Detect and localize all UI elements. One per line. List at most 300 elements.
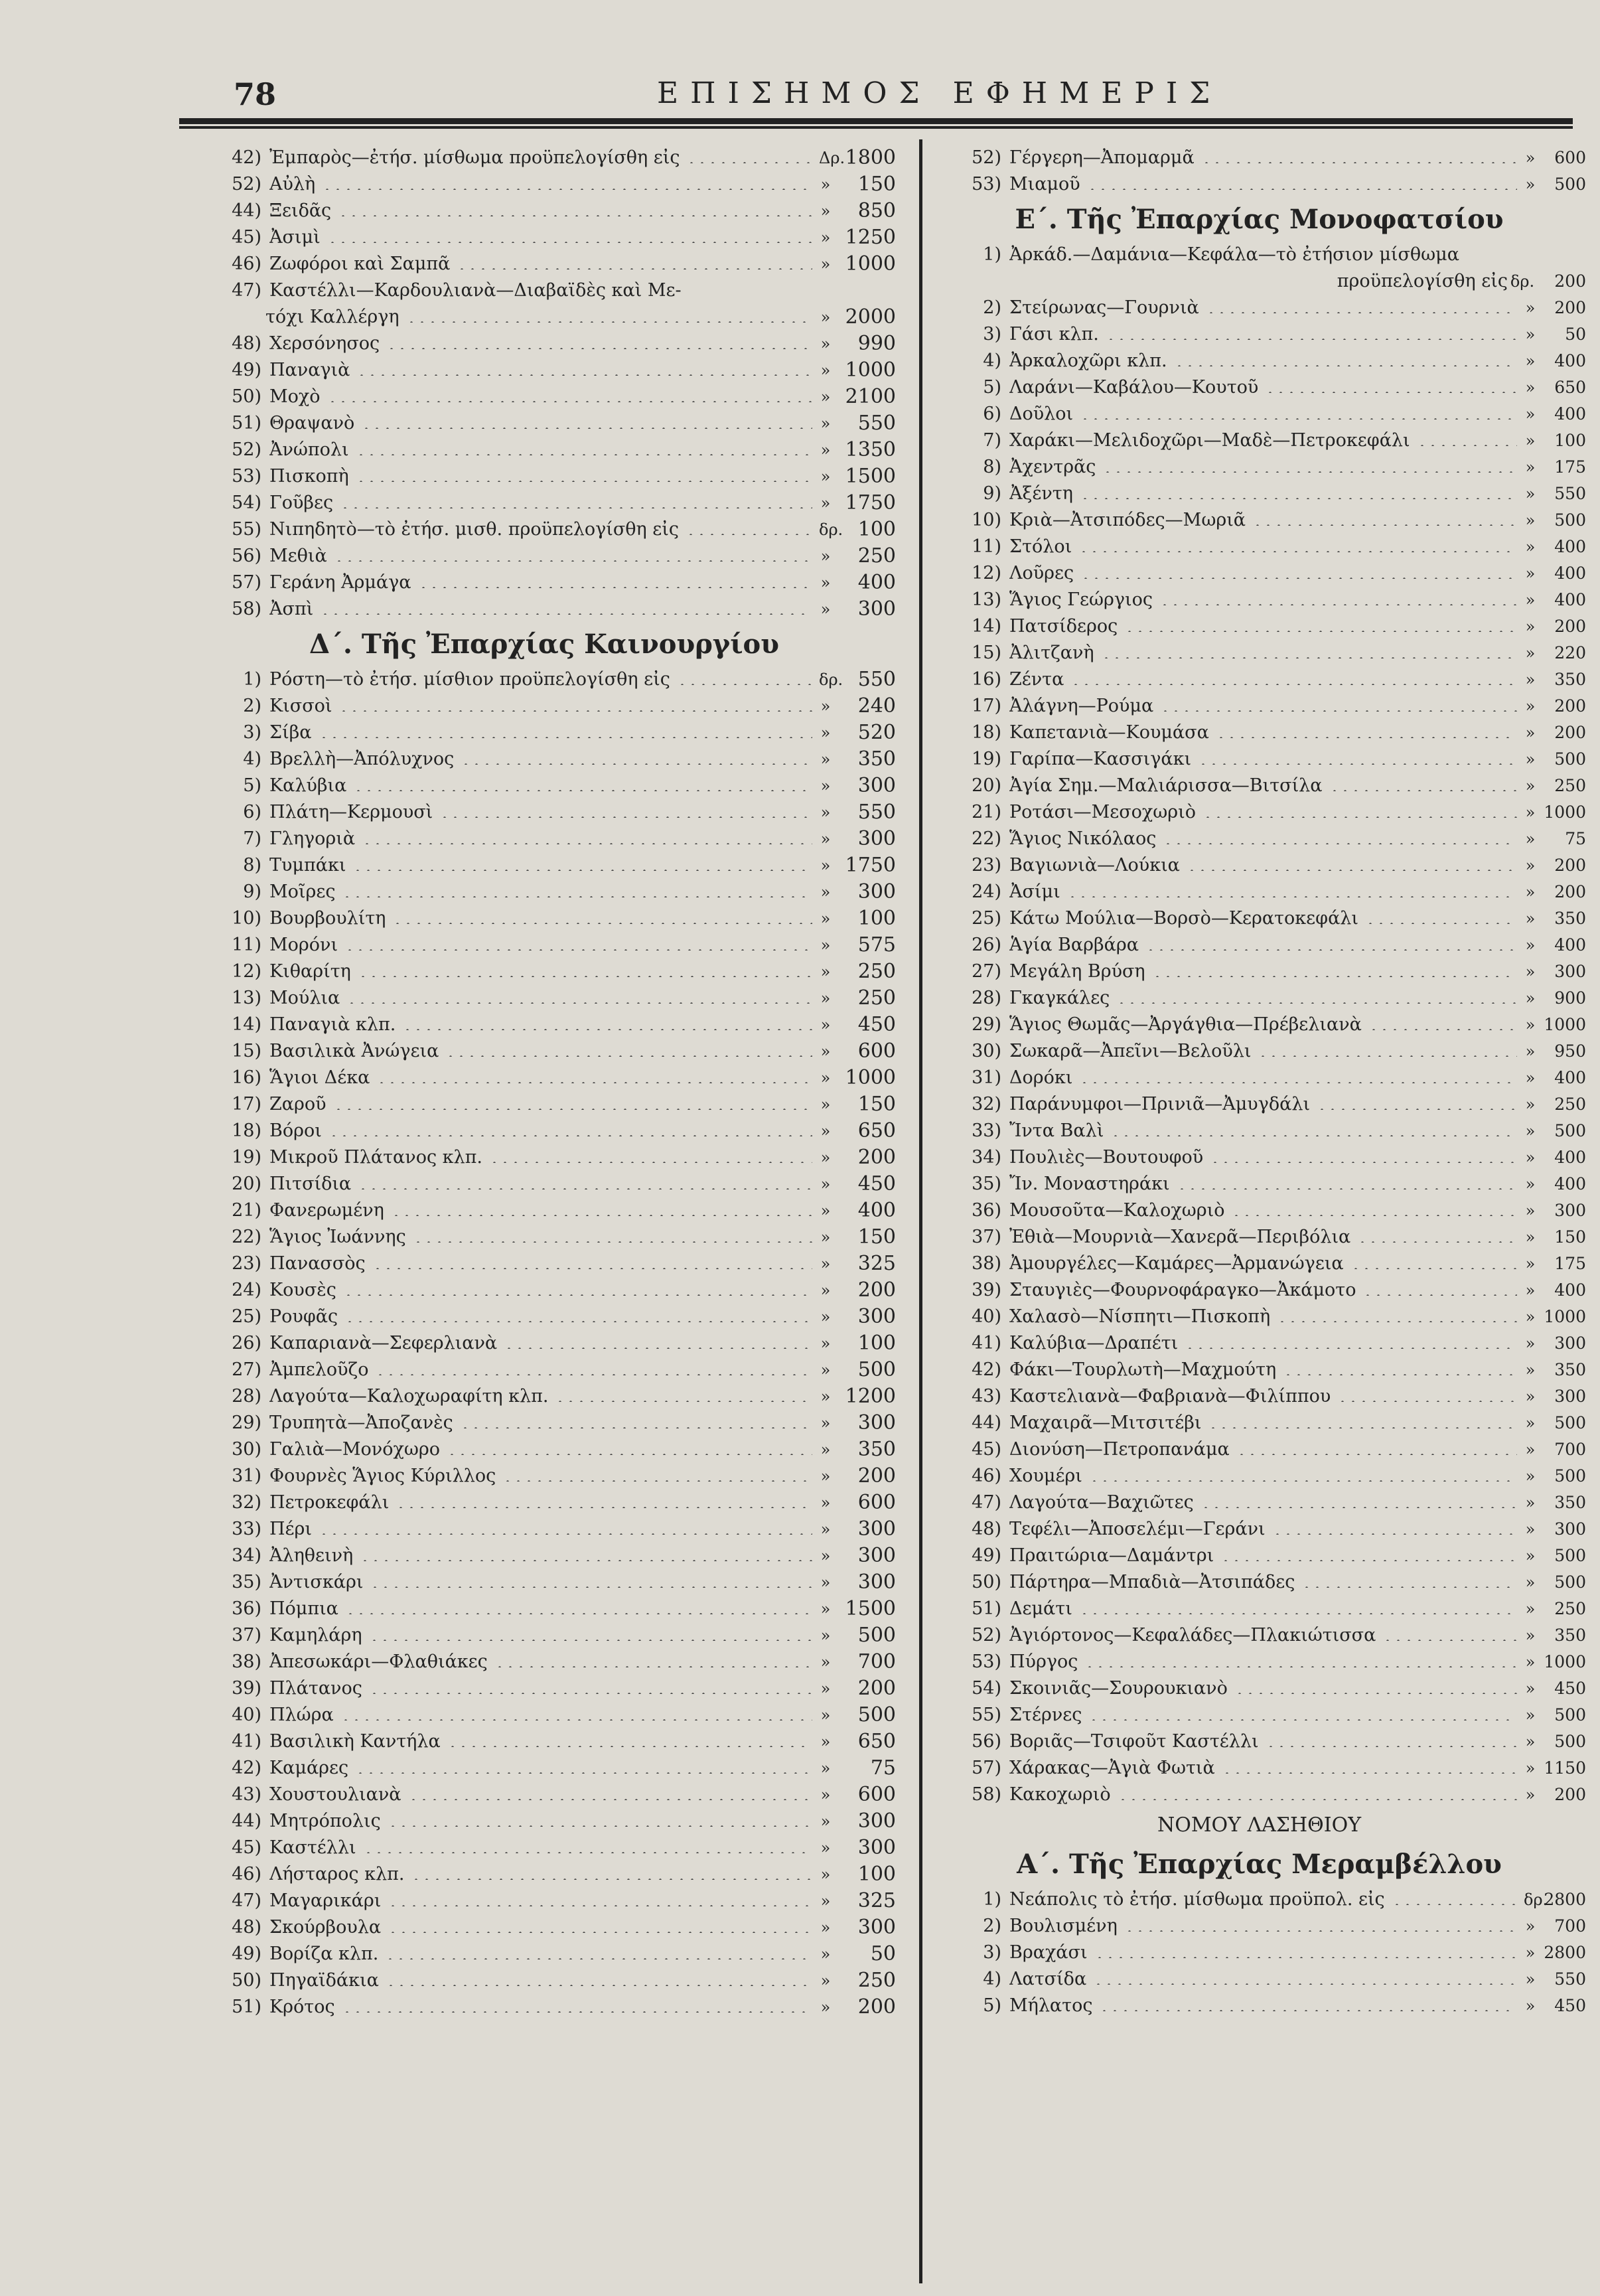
list-item (192, 1649, 896, 1675)
list-item (932, 481, 1586, 507)
leader-dots (1088, 1719, 1517, 1721)
list-item (192, 1436, 896, 1463)
list-item (192, 1516, 896, 1543)
leader-dots (388, 1932, 812, 1933)
item-currency: » (820, 202, 831, 220)
item-name: Πηγαϊδάκια (269, 1970, 379, 1991)
item-currency: » (1525, 1308, 1536, 1326)
leader-dots (1177, 1188, 1517, 1189)
item-name: Μαγαρικάρι (269, 1890, 382, 1911)
leader-dots (1185, 1347, 1517, 1349)
leader-dots (1317, 1109, 1517, 1110)
leader-dots (1087, 189, 1517, 190)
item-currency: » (820, 335, 831, 353)
leader-dots (369, 1640, 812, 1641)
item-currency: » (820, 414, 831, 433)
leader-dots (340, 1719, 812, 1721)
item-price: 150 (857, 1225, 896, 1249)
item-currency: » (1525, 883, 1536, 901)
item-currency: » (1525, 175, 1536, 194)
section-heading: Α΄. Τῆς Ἐπαρχίας Μεραμβέλλου (1017, 1849, 1502, 1880)
leader-dots (555, 1401, 812, 1402)
item-name: Νιπηδητὸ—τὸ ἐτήσ. μισθ. προϋπελογίσθη εἰς (269, 519, 679, 540)
item-currency: » (820, 803, 831, 822)
item-currency: » (820, 1839, 831, 1857)
list-item (192, 463, 896, 490)
item-name: Σταυγιὲς—Φουρνοφάραγκο—Ἀκάμοτο (1009, 1280, 1356, 1300)
leader-dots (386, 1985, 812, 1986)
leader-dots (1252, 524, 1517, 526)
item-price: 350 (1554, 1626, 1586, 1645)
item-currency: » (1525, 1970, 1536, 1989)
item-currency: » (820, 1201, 831, 1220)
item-currency: » (820, 830, 831, 848)
list-item (192, 1118, 896, 1144)
leader-dots (1116, 1002, 1517, 1004)
item-name: Καπετανιὰ—Κουμάσα (1009, 722, 1209, 743)
leader-dots (457, 268, 812, 269)
leader-dots (333, 1109, 812, 1110)
list-item (192, 1383, 896, 1410)
list-item (932, 852, 1586, 879)
item-price: 2800 (1544, 1943, 1586, 1962)
item-currency: » (820, 1228, 831, 1247)
item-price: 450 (857, 1013, 896, 1036)
item-price: 550 (1554, 1969, 1586, 1989)
item-currency: » (1525, 1175, 1536, 1193)
item-number: 48) (232, 1917, 261, 1938)
item-price: 520 (857, 721, 896, 744)
leader-dots (372, 1268, 812, 1269)
list-item (192, 1012, 896, 1038)
leader-dots (322, 189, 812, 190)
list-item (932, 1251, 1586, 1277)
list-item (192, 1622, 896, 1649)
item-number: 24) (972, 881, 1001, 902)
list-item (192, 1197, 896, 1224)
item-price: 400 (1554, 935, 1586, 955)
prefecture-heading: ΝΟΜΟΥ ΛΑΣΗΘΙΟΥ (1157, 1813, 1362, 1837)
item-name: Ἀλάγνη—Ρούμα (1009, 696, 1154, 716)
item-currency: » (820, 697, 831, 716)
leader-dots (460, 1427, 812, 1428)
item-price: 500 (1554, 1546, 1586, 1565)
item-name: Γληγοριὰ (269, 828, 356, 849)
leader-dots (338, 710, 812, 712)
item-price: 500 (1554, 1413, 1586, 1432)
list-item (932, 932, 1586, 958)
item-name: Ἀληθεινὴ (269, 1545, 354, 1566)
item-price: 325 (857, 1252, 896, 1275)
list-item (192, 879, 896, 905)
leader-dots (327, 401, 812, 402)
list-item (932, 1065, 1586, 1091)
item-name: Καμηλάρη (269, 1625, 362, 1645)
item-price: 600 (857, 1039, 896, 1063)
item-number: 25) (972, 908, 1001, 929)
item-name: Λατσίδα (1009, 1969, 1087, 1989)
item-price: 200 (1554, 1785, 1586, 1804)
item-currency: » (1525, 485, 1536, 503)
item-price: 2100 (845, 385, 896, 408)
item-name: Ἅγιοι Δέκα (269, 1067, 370, 1088)
item-name: Διονύση—Πετροπανάμα (1009, 1439, 1230, 1460)
leader-dots (391, 1215, 812, 1216)
item-price: 500 (1554, 1572, 1586, 1592)
item-currency: » (820, 1812, 831, 1831)
item-price: 350 (1554, 1493, 1586, 1512)
item-name: Ἀντισκάρι (269, 1572, 364, 1592)
list-item (192, 1251, 896, 1277)
leader-dots (402, 1029, 812, 1030)
item-name: Γαλιὰ—Μονόχωρο (269, 1439, 440, 1460)
item-number: 50) (972, 1572, 1001, 1592)
item-currency: » (1525, 1440, 1536, 1459)
item-currency: » (820, 1387, 831, 1406)
leader-dots (1337, 1401, 1517, 1402)
leader-dots (1152, 976, 1517, 977)
item-number: 30) (232, 1439, 261, 1460)
item-name: Σίβα (269, 722, 312, 743)
item-name: Ρουφᾶς (269, 1306, 338, 1327)
header-rule (179, 118, 1573, 129)
list-item (932, 1383, 1586, 1410)
item-currency: » (1525, 1467, 1536, 1486)
leader-dots (386, 348, 812, 349)
list-item (932, 1091, 1586, 1118)
item-price: 850 (857, 199, 896, 222)
list-item (932, 374, 1586, 401)
list-item (932, 1330, 1586, 1357)
item-name: Βοριᾶς—Τσιφοῦτ Καστέλλι (1009, 1731, 1259, 1752)
item-name: Πετροκεφάλι (269, 1492, 390, 1513)
item-currency: » (1525, 458, 1536, 477)
item-price: 250 (1554, 1095, 1586, 1114)
list-item (192, 666, 896, 693)
leader-dots (343, 1294, 812, 1296)
list-item (192, 1330, 896, 1357)
item-currency: » (820, 1069, 831, 1087)
item-number: 4) (983, 350, 1001, 371)
list-item (192, 1490, 896, 1516)
item-price: 400 (1554, 1174, 1586, 1193)
item-price: 500 (1554, 1732, 1586, 1751)
leader-dots (344, 1321, 812, 1322)
list-item (192, 1357, 896, 1383)
item-price: 325 (857, 1889, 896, 1912)
item-currency: » (1525, 1255, 1536, 1273)
item-price: 400 (1554, 564, 1586, 583)
item-currency: » (1525, 1493, 1536, 1512)
leader-dots (1417, 445, 1517, 446)
item-name: Καπαριανὰ—Σεφερλιανὰ (269, 1333, 498, 1353)
list-item (932, 1436, 1586, 1463)
item-number: 7) (243, 828, 261, 849)
item-number: 17) (232, 1094, 261, 1114)
item-name: Κακοχωριὸ (1009, 1784, 1111, 1805)
item-name: Ἐμπαρὸς—ἐτήσ. μίσθωμα προϋπελογίσθη εἰς (269, 147, 680, 168)
list-item (932, 1144, 1586, 1171)
leader-dots (1210, 1162, 1517, 1163)
item-currency: » (820, 547, 831, 566)
item-currency: » (820, 1175, 831, 1193)
item-currency: » (1525, 1414, 1536, 1432)
list-item (932, 1649, 1586, 1675)
list-item (932, 905, 1586, 932)
list-item (932, 1913, 1586, 1940)
item-name: Χαράκι—Μελιδοχῶρι—Μαδὲ—Πετροκεφάλι (1009, 430, 1410, 451)
list-item (192, 1596, 896, 1622)
item-number: 54) (972, 1678, 1001, 1699)
item-price: 1150 (1544, 1758, 1586, 1778)
list-item (192, 1543, 896, 1569)
item-currency: » (820, 1414, 831, 1432)
item-name: Σωκαρᾶ—Ἀπεῖνι—Βελοῦλι (1009, 1041, 1252, 1061)
item-number: 47) (232, 1890, 261, 1911)
item-name: Μούλια (269, 988, 340, 1008)
leader-dots (445, 1055, 812, 1057)
item-name: Λοῦρες (1009, 563, 1074, 583)
item-number: 8) (983, 457, 1001, 477)
leader-dots (418, 587, 812, 588)
item-currency: » (820, 1547, 831, 1565)
list-item (932, 348, 1586, 374)
item-price: 450 (1554, 1679, 1586, 1698)
item-currency: » (820, 1255, 831, 1273)
leader-dots (1070, 684, 1517, 685)
list-item (192, 985, 896, 1012)
item-currency: » (1525, 1917, 1536, 1936)
list-item (192, 1277, 896, 1304)
item-number: 32) (232, 1492, 261, 1513)
item-number: 46) (232, 254, 261, 274)
item-name: Ἴν. Μοναστηράκι (1009, 1174, 1170, 1194)
item-name: Ἀρκάδ.—Δαμάνια—Κεφάλα—τὸ ἐτήσιον μίσθωμα (1009, 244, 1459, 265)
list-item-continuation (932, 268, 1586, 295)
item-number: 5) (983, 1995, 1001, 2016)
list-item (192, 357, 896, 384)
page-title: ΕΠΙΣΗΜΟΣ ΕΦΗΜΕΡΙΣ (657, 76, 1222, 110)
item-currency: » (820, 1042, 831, 1061)
leader-dots (355, 1772, 812, 1774)
item-currency: » (1525, 378, 1536, 397)
item-name: Παναγιὰ (269, 360, 350, 380)
item-name: Μαχαιρᾶ—Μιτσιτέβι (1009, 1413, 1202, 1433)
leader-dots (1283, 1374, 1517, 1375)
leader-dots (1080, 577, 1517, 579)
item-number: 29) (972, 1014, 1001, 1035)
leader-dots (1174, 365, 1517, 366)
leader-dots (447, 1746, 812, 1747)
item-number: 49) (972, 1545, 1001, 1566)
item-price: 400 (1554, 1280, 1586, 1300)
leader-dots (686, 534, 812, 535)
leader-dots (494, 1666, 812, 1667)
item-price: 500 (1554, 749, 1586, 769)
item-price: 1500 (845, 1597, 896, 1620)
leader-dots (1258, 1055, 1517, 1057)
item-number: 20) (232, 1174, 261, 1194)
list-item (932, 1886, 1586, 1913)
item-name: Πανασσὸς (269, 1253, 366, 1274)
list-item (932, 1038, 1586, 1065)
item-number: 10) (232, 908, 261, 929)
item-price: 550 (857, 412, 896, 435)
leader-dots (385, 1958, 812, 1959)
item-number: 33) (232, 1519, 261, 1539)
item-number: 31) (232, 1466, 261, 1486)
list-item (192, 570, 896, 596)
item-price: 300 (857, 1570, 896, 1594)
leader-dots (1222, 1772, 1517, 1774)
list-item (192, 1304, 896, 1330)
item-name: Ζέντα (1009, 669, 1064, 690)
list-item (932, 1993, 1586, 2019)
item-number: 31) (972, 1067, 1001, 1088)
page-number: 78 (234, 76, 277, 112)
item-number: 32) (972, 1094, 1001, 1114)
list-item (932, 1224, 1586, 1251)
item-number: 43) (972, 1386, 1001, 1407)
item-price: 550 (1554, 484, 1586, 503)
list-item (192, 1755, 896, 1782)
item-price: 400 (1554, 404, 1586, 423)
item-price: 200 (1554, 696, 1586, 716)
item-name: τόχι Καλλέργη (265, 307, 400, 327)
item-number: 6) (983, 404, 1001, 424)
list-item (192, 1171, 896, 1197)
leader-dots (1277, 1321, 1517, 1322)
item-name: Ἅγιος Νικόλαος (1009, 828, 1157, 849)
item-number: 57) (972, 1758, 1001, 1778)
item-name: Γάσι κλπ. (1009, 324, 1099, 344)
item-currency: » (1525, 1095, 1536, 1114)
list-item (932, 773, 1586, 799)
item-number: 13) (972, 589, 1001, 610)
item-name: Ἀμουργέλες—Καμάρες—Ἀρμανώγεια (1009, 1253, 1344, 1274)
list-item (932, 1012, 1586, 1038)
leader-dots (1110, 1135, 1517, 1136)
item-number: 11) (232, 935, 261, 955)
item-currency: » (1525, 299, 1536, 317)
list-item (192, 1065, 896, 1091)
item-currency: » (820, 1653, 831, 1671)
leader-dots (375, 1374, 812, 1375)
item-number: 1) (983, 1889, 1001, 1910)
item-currency: » (820, 1440, 831, 1459)
item-price: 700 (857, 1650, 896, 1673)
item-currency: » (820, 361, 831, 380)
item-number: 56) (232, 546, 261, 566)
list-item (932, 1702, 1586, 1728)
list-item (192, 799, 896, 826)
leader-dots (340, 507, 812, 508)
item-price: 250 (857, 544, 896, 568)
item-price: 300 (857, 1916, 896, 1939)
list-item (192, 1569, 896, 1596)
leader-dots (447, 1454, 812, 1455)
item-price: 550 (857, 668, 896, 691)
item-number: 21) (972, 802, 1001, 822)
leader-dots (334, 560, 812, 562)
list-item (192, 1038, 896, 1065)
item-price: 700 (1554, 1916, 1586, 1936)
item-price: 1750 (845, 491, 896, 514)
item-currency: » (820, 750, 831, 769)
item-number: 17) (972, 696, 1001, 716)
item-number: 52) (972, 1625, 1001, 1645)
item-name: Χερσόνησος (269, 333, 380, 354)
item-name: Θραψανὸ (269, 413, 355, 433)
leader-dots (1159, 604, 1517, 605)
item-name: Φανερωμένη (269, 1200, 384, 1221)
item-currency: » (820, 574, 831, 592)
item-price: 650 (1554, 378, 1586, 397)
item-price: 400 (1554, 537, 1586, 556)
item-name: Χουμέρι (1009, 1466, 1082, 1486)
item-name: Χάρακας—Ἀγιὰ Φωτιὰ (1009, 1758, 1215, 1778)
leader-dots (361, 427, 812, 429)
item-name: Πλάτη—Κερμουσὶ (269, 802, 433, 822)
item-price: 50 (870, 1942, 896, 1965)
item-number: 51) (232, 1997, 261, 2017)
list-item (932, 1622, 1586, 1649)
list-item (192, 384, 896, 410)
item-number: 4) (243, 749, 261, 769)
item-number: 58) (972, 1784, 1001, 1805)
leader-dots (1392, 1904, 1517, 1905)
item-number: 40) (232, 1705, 261, 1725)
item-number: 14) (972, 616, 1001, 637)
leader-dots (1163, 843, 1517, 844)
item-name: Ἐθιὰ—Μουρνιὰ—Χανερᾶ—Περιβόλια (1009, 1227, 1351, 1247)
leader-dots (1089, 1480, 1517, 1482)
item-price: 550 (857, 801, 896, 824)
list-item (932, 1728, 1586, 1755)
item-currency: » (1525, 1201, 1536, 1220)
item-price: 300 (1554, 1334, 1586, 1353)
item-number: 41) (232, 1731, 261, 1752)
list-item (192, 852, 896, 879)
leader-dots (1236, 1454, 1517, 1455)
leader-dots (1202, 816, 1517, 818)
item-currency: » (820, 777, 831, 795)
item-number: 43) (232, 1784, 261, 1805)
item-number: 46) (232, 1864, 261, 1884)
item-name: Μικροῦ Πλάτανος κλπ. (269, 1147, 482, 1168)
item-number: 16) (972, 669, 1001, 690)
item-number: 4) (983, 1969, 1001, 1989)
list-item (932, 507, 1586, 534)
item-currency: » (820, 600, 831, 619)
item-name: Κισσοὶ (269, 696, 332, 716)
leader-dots (1067, 896, 1517, 897)
item-currency: » (1525, 724, 1536, 742)
item-name: Τεφέλι—Ἀποσελέμι—Γεράνι (1009, 1519, 1266, 1539)
item-name: Πόμπια (269, 1598, 338, 1619)
list-item (192, 490, 896, 516)
item-price: 200 (1554, 617, 1586, 636)
list-item (932, 1569, 1586, 1596)
item-price: 350 (857, 747, 896, 771)
item-number: 22) (972, 828, 1001, 849)
item-number: 47) (232, 280, 261, 301)
leader-dots (338, 215, 812, 216)
list-item (192, 1675, 896, 1702)
item-currency: » (1525, 431, 1536, 450)
list-item (932, 1755, 1586, 1782)
item-currency: » (1525, 352, 1536, 370)
